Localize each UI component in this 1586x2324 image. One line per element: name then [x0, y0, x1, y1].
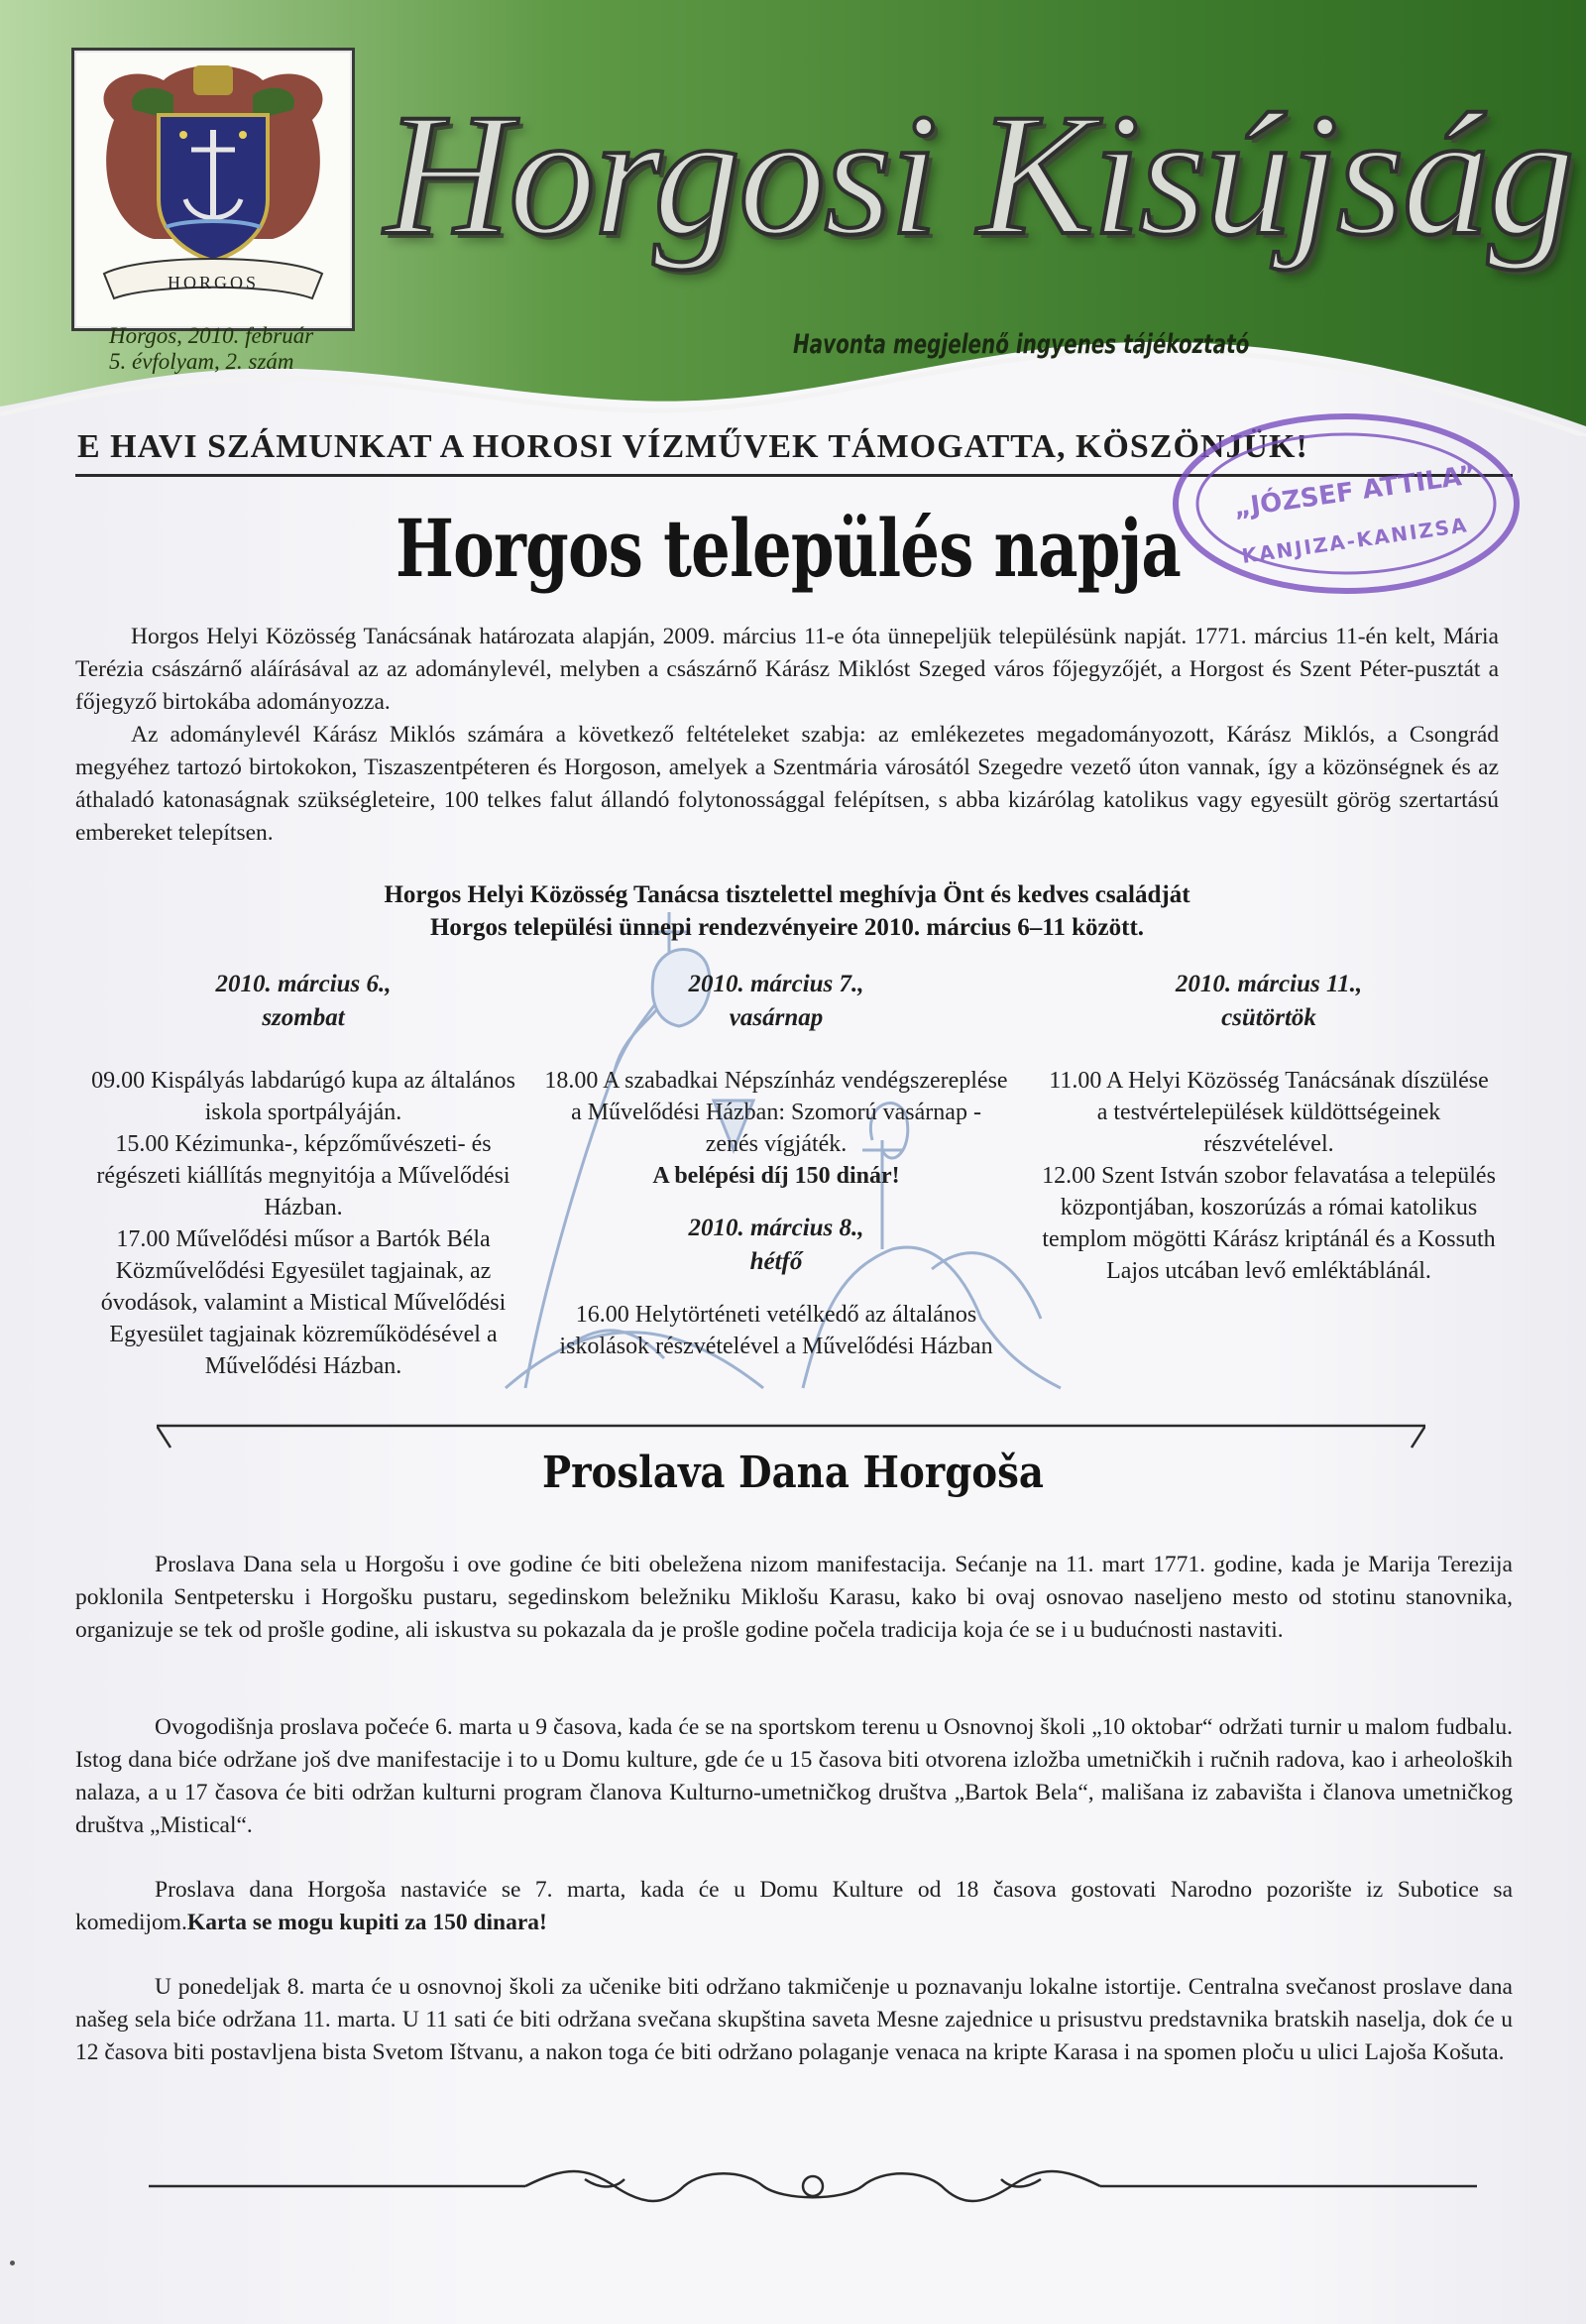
newspaper-title: Horgosi Kisújság: [385, 78, 1573, 272]
edition-info: [109, 323, 347, 375]
coat-of-arms-logo: [71, 48, 355, 331]
schedule-date: 2010. március 7.,: [688, 971, 864, 997]
invitation: [75, 878, 1499, 944]
article-sr-paragraph: [75, 1711, 1513, 1842]
schedule-date: 2010. március 8.,: [688, 1215, 864, 1241]
coat-of-arms-icon: [74, 51, 352, 328]
page-speck: [10, 2261, 15, 2266]
schedule-event: 11.00 A Helyi Közösség Tanácsának díszülése a testvértelepülések küldöttségeinek részvételével.: [1049, 1068, 1489, 1157]
edition-volume: 5. évfolyam, 2. szám: [109, 349, 294, 374]
article-hu-paragraph: Az adománylevél Kárász Miklós számára a következő feltételeket szabja: az emlékezetes megadományozott, Kárász Miklós, a Csongrád megyéhez tartozó birtokokon, Tiszaszentpéteren és Horgoson, amelyek a Szentmária városától Szegedre vezető úton vannak, így a közönségnek és az áthaladó katonaságnak szükségleteire, 100 telkes falut állandó folytonossággal felépítsen, s abba kizárólag katolikus vagy egyesült görög szertartású embereket telepítsen.: [75, 722, 1499, 846]
schedule-column-march-6: [75, 968, 531, 1382]
sponsor-notice: E HAVI SZÁMUNKAT A HOROSI VÍZMŰVEK TÁMOGATTA, KÖSZÖNJÜK!: [77, 428, 1308, 465]
schedule-day: szombat: [262, 1004, 345, 1031]
article-sr-paragraph: [75, 1971, 1513, 2069]
svg-text:„JÓZSEF ATTILA”: „JÓZSEF ATTILA”: [1231, 460, 1478, 524]
headline-sr: Proslava Dana Horgoša: [542, 1448, 1044, 1498]
edition-date: Horgos, 2010. február: [109, 323, 314, 348]
schedule-day: csütörtök: [1221, 1004, 1316, 1031]
invitation-line-1: Horgos Helyi Közösség Tanácsa tisztelettel meghívja Önt és kedves családját: [384, 881, 1190, 908]
headline-hu: Horgos település napja: [396, 502, 1182, 595]
section-divider: [157, 1420, 1425, 1450]
ticket-price: A belépési díj 150 dinár!: [652, 1163, 900, 1189]
schedule-event: 17.00 Művelődési műsor a Bartók Béla Közművelődési Egyesület tagjainak, az óvodások, valamint a Mistical Művelődési Egyesület tagjainak közreműködésével a Művelődési Házban.: [100, 1226, 507, 1379]
svg-text:KANJIZA-KANIZSA: KANJIZA-KANIZSA: [1240, 513, 1470, 568]
article-hu-paragraph: Horgos Helyi Közösség Tanácsának határozata alapján, 2009. március 11-e óta ünnepeljük településünk napját. 1771. március 11-én kelt, Mária Terézia császárnő aláírásával az az adománylevél, melyben a császárnő Kárász Miklóst Szeged város főjegyzőjét, a Horgost és Szent Péter-pusztát a főjegyző birtokába adományozza.: [75, 624, 1499, 715]
schedule-column-march-11: [1041, 968, 1497, 1287]
schedule-day: hétfő: [749, 1248, 803, 1275]
schedule-event: 12.00 Szent István szobor felavatása a település központjában, koszorúzás a római katolikus templom mögötti Kárász kriptánál és a Kossuth Lajos utcában levő emléktáblánál.: [1042, 1163, 1496, 1284]
article-hu-body: [75, 621, 1499, 850]
schedule-day: vasárnap: [729, 1004, 824, 1031]
svg-text:HORGOS: HORGOS: [167, 273, 260, 292]
article-sr-paragraph: [75, 1874, 1513, 1939]
ticket-price-sr: Karta se mogu kupiti za 150 dinara!: [186, 1910, 547, 1935]
library-stamp: [1168, 408, 1525, 599]
schedule-date: 2010. március 11.,: [1175, 971, 1363, 997]
ornamental-flourish: [149, 2161, 1477, 2211]
schedule-event: 09.00 Kispályás labdarúgó kupa az általános iskola sportpályáján.: [91, 1068, 515, 1125]
schedule-date: 2010. március 6.,: [215, 971, 392, 997]
article-sr-text: U ponedeljak 8. marta će u osnovnoj školi za učenike biti održano takmičenje u poznavanju lokalne istortije. Centralna svečanost proslave dana našeg sela biće održana 11. marta. U 11 sati će biti održana svečana skupština saveta Mesne zajednice u prisustvu predstavnika bratskih naselja, dok će u 12 časova biti postavljena bista Svetom Ištvanu, a nakon toga će biti održano polaganje venaca na kripte Karasa i na spomen ploču u ulici Lajoša Košuta.: [75, 1974, 1513, 2065]
article-sr-paragraph: [75, 1549, 1513, 1647]
schedule-column-march-7-8: [543, 968, 1009, 1362]
article-sr-text: Proslava Dana sela u Horgošu i ove godine će biti obeležena nizom manifestacija. Sećanje na 11. mart 1771. godine, kada je Marija Terezija poklonila Sentpetersku i Horgošku pustaru, segedinskom beležniku Miklošu Karasu, kako bi ovaj osnovao naseljeno mesto od stotinu stanovnika, organizuje se tek od prošle godine, ali iskustva su pokazala da je prošle godine počela tradicija koja će se i u budućnosti nastaviti.: [75, 1552, 1513, 1643]
article-sr-text: Ovogodišnja proslava počeće 6. marta u 9 časova, kada će se na sportskom terenu u Osnovnoj školi „10 oktobar“ održati turnir u malom fudbalu. Istog dana biće održane još dve manifestacije i to u Domu kulture, gde će u 15 časova biti otvorena izložba umetničkih i ručnih radova, kao i arheoloških nalaza, a u 17 časova će biti održan kulturni program članova Kulturno-umetničkog društva „Bartok Bela“, mališana iz zabavišta i članova umetničkog društva „Mistical“.: [75, 1714, 1513, 1838]
article-sr-text: Proslava dana Horgoša nastaviće se 7. marta, kada će u Domu Kulture od 18 časova gostovati Narodno pozorište iz Subotice sa komedijom.: [75, 1877, 1513, 1935]
invitation-line-2: Horgos települési ünnepi rendezvényeire 2010. március 6–11 között.: [429, 914, 1145, 941]
schedule-event: 18.00 A szabadkai Népszínház vendégszereplése a Művelődési Házban: Szomorú vasárnap - zenés vígjáték.: [544, 1068, 1008, 1157]
schedule-event: 15.00 Kézimunka-, képzőművészeti- és régészeti kiállítás megnyitója a Művelődési Házban.: [96, 1131, 510, 1220]
schedule-event: 16.00 Helytörténeti vetélkedő az általános iskolások részvételével a Művelődési Házban: [559, 1302, 993, 1359]
newspaper-tagline: Havonta megjelenő ingyenes tájékoztató: [793, 329, 1250, 360]
